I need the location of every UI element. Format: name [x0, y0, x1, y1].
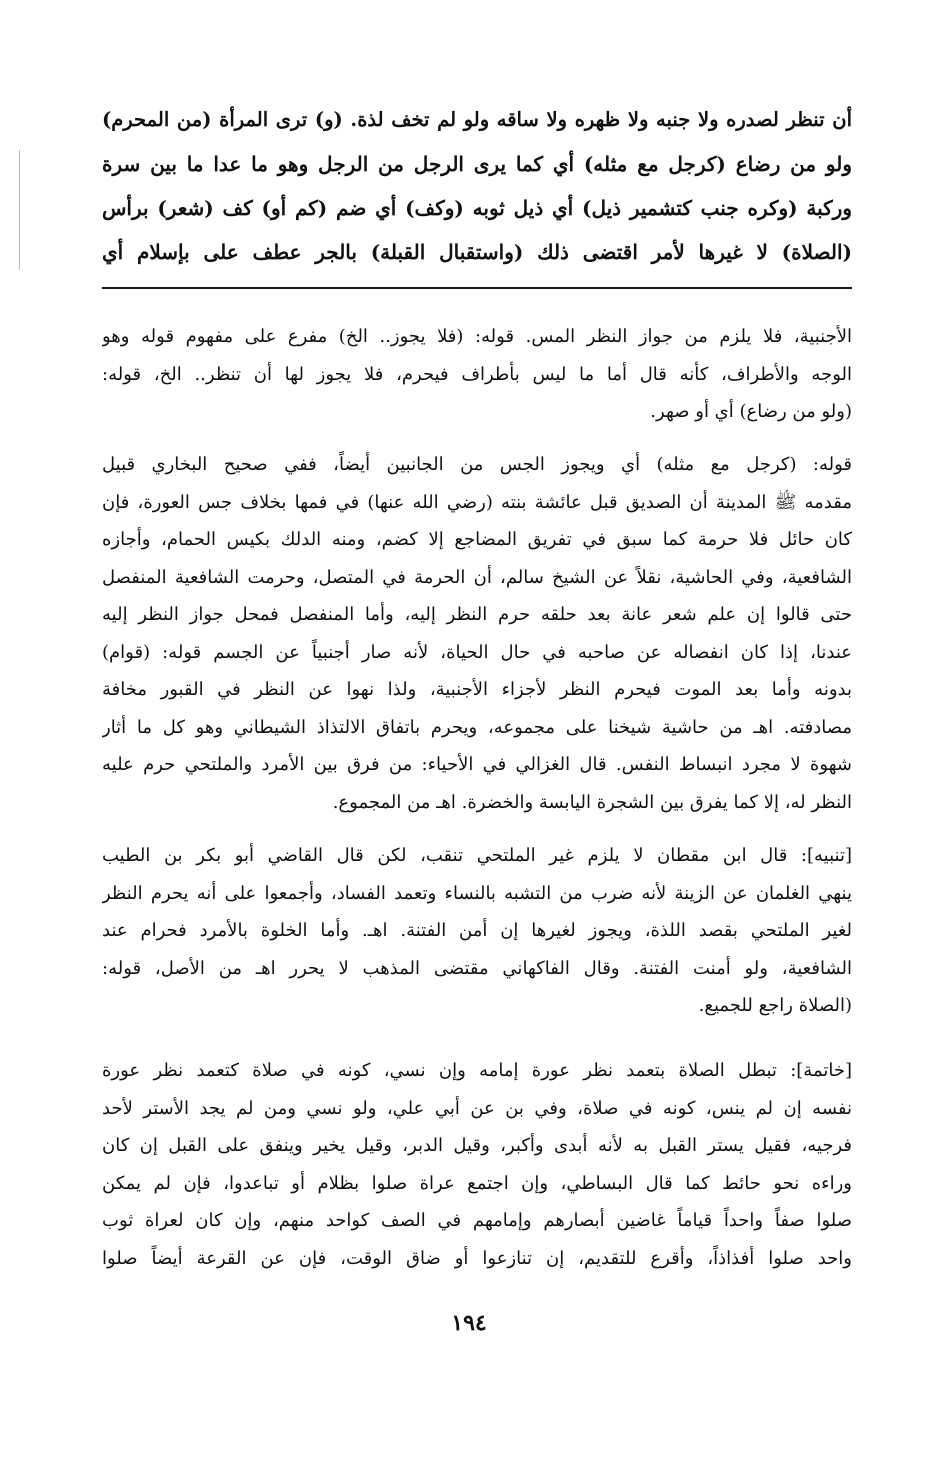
page-number: ١٩٤	[451, 1310, 487, 1336]
commentary-line: النظر له، إلا كما يفرق بين الشجرة اليابسة والخضرة. اهـ من المجموع.	[332, 791, 852, 813]
commentary-line: بدونه وأما بعد الموت فيحرم النظر لأجزاء الأجنبية، ولذا نهوا عن النظر في القبور مخافة	[102, 679, 852, 700]
main-text-line: ولو من رضاع (كرجل مع مثله) أي كما يرى الرجل من الرجل وهو ما عدا ما بين سرة	[102, 152, 852, 176]
commentary-line: صلوا صفاً واحداً قياماً غاضين أبصارهم وإمامهم في الصف كواحد منهم، وإن كان لعراة ثوب	[102, 1210, 852, 1231]
commentary-line: الشافعية، ولو أمنت الفتنة. وقال الفاكهاني مقتضى المذهب لا يحرر اهـ من الأصل، قوله:	[102, 957, 852, 979]
commentary-line: (ولو من رضاع) أي أو صهر.	[650, 401, 852, 422]
commentary-line: كان حائل فلا حرمة كما سبق في تفريق المضاجع إلا كضم، ومنه الدلك بكيس الحمام، وأجازه	[102, 529, 852, 550]
commentary-line: لغير الملتحي بقصد اللذة، ويجوز لغيرها إن أمن الفتنة. اهـ. وأما الخلوة بالأمرد فحرام عند	[102, 920, 852, 941]
commentary-line: [خاتمة]: تبطل الصلاة بتعمد نظر عورة إمامه وإن نسي، كونه في صلاة كتعمد نظر عورة	[102, 1060, 852, 1081]
commentary-line: قوله: (كرجل مع مثله) أي ويجوز الجس من الجانبين أيضاً، ففي صحيح البخاري قبيل	[102, 454, 852, 475]
main-text-line: وركبة (وكره جنب كتشمير ذيل) أي ذيل ثوبه (وكف) أي ضم (كم أو) كف (شعر) برأس	[102, 196, 852, 220]
main-text-line: (الصلاة) لا غيرها لأمر اقتضى ذلك (واستقبال القبلة) بالجر عطف على بإسلام أي	[102, 240, 852, 264]
commentary-line: الشافعية، وفي الحاشية، نقلاً عن الشيخ سالم، أن الحرمة في المتصل، وحرمت الشافعية المنفصل	[102, 566, 852, 588]
commentary-line: مقدمه ﷺ المدينة أن الصديق قبل عائشة بنته (رضي الله عنها) في فمها بخلاف جس العورة، فإن	[102, 491, 852, 513]
commentary-line: الوجه والأطراف، كأنه قال أما ما ليس بأطراف فيحرم، فلا يجوز لها أن تنظر.. الخ، قوله:	[102, 363, 852, 385]
commentary-line: (الصلاة راجع للجميع.	[698, 995, 852, 1016]
commentary-paragraph-1	[102, 318, 852, 431]
commentary-line: عندنا، إذا كان انفصاله عن صاحبه في حال الحياة، لأنه صار أجنبياً عن الجسم قوله: (قوام)	[102, 641, 852, 663]
commentary-paragraph-3	[102, 837, 852, 1025]
commentary-line: شهوة لا مجرد انبساط النفس. قال الغزالي في الأحياء: من فرق بين الأمرد والملتحي حرم عليه	[102, 754, 852, 775]
main-text-line: أن تنظر لصدره ولا جنبه ولا ظهره ولا ساقه ولو لم تخف لذة. (و) ترى المرأة (من المحرم)	[102, 108, 852, 131]
commentary-line: الأجنبية، فلا يلزم من جواز النظر المس. قوله: (فلا يجوز.. الخ) مفرع على مفهوم قوله وهو	[102, 326, 852, 347]
commentary-paragraph-4	[102, 1052, 852, 1277]
commentary-paragraph-2	[102, 446, 852, 821]
commentary-line: وراءه نحو حائط كما قال البساطي، وإن اجتمع عراة صلوا بظلام أو تباعدوا، فإن لم يمكن	[102, 1172, 852, 1194]
commentary-line: نفسه إن لم ينس، كونه في صلاة، وفي بن عن أبي علي، ولو نسي ومن لم يجد الأستر لأحد	[102, 1097, 852, 1119]
footnote-separator	[102, 287, 852, 289]
main-text	[102, 98, 852, 274]
scan-edge-mark	[19, 150, 20, 270]
commentary-line: فرجيه، فقيل يستر القبل به لأنه أبدى وأكبر، وقيل الدبر، وقيل يخير وينفق على القبل إن كان	[102, 1135, 852, 1156]
commentary-line: واحد صلوا أفذاذاً، وأقرع للتقديم، إن تنازعوا أو ضاق الوقت، فإن عن القرعة أيضاً صلوا	[102, 1247, 852, 1269]
commentary-line: ينهي الغلمان عن الزينة لأنه ضرب من التشبه بالنساء وتعمد الفساد، وأجمعوا على أنه يحرم النظر	[102, 882, 852, 904]
commentary-line: [تنبيه]: قال ابن مقطان لا يلزم غير الملتحي تنقب، لكن قال القاضي أبو بكر بن الطيب	[102, 845, 852, 866]
commentary-line: حتى قالوا إن علم شعر عانة بعد حلقه حرم النظر إليه، وأما المنفصل فمحل جواز النظر إليه	[102, 604, 852, 625]
commentary-line: مصادفته. اهـ من حاشية شيخنا على مجموعه، ويحرم باتفاق الالتذاذ الشيطاني وهو كل ما أثار	[102, 716, 852, 738]
